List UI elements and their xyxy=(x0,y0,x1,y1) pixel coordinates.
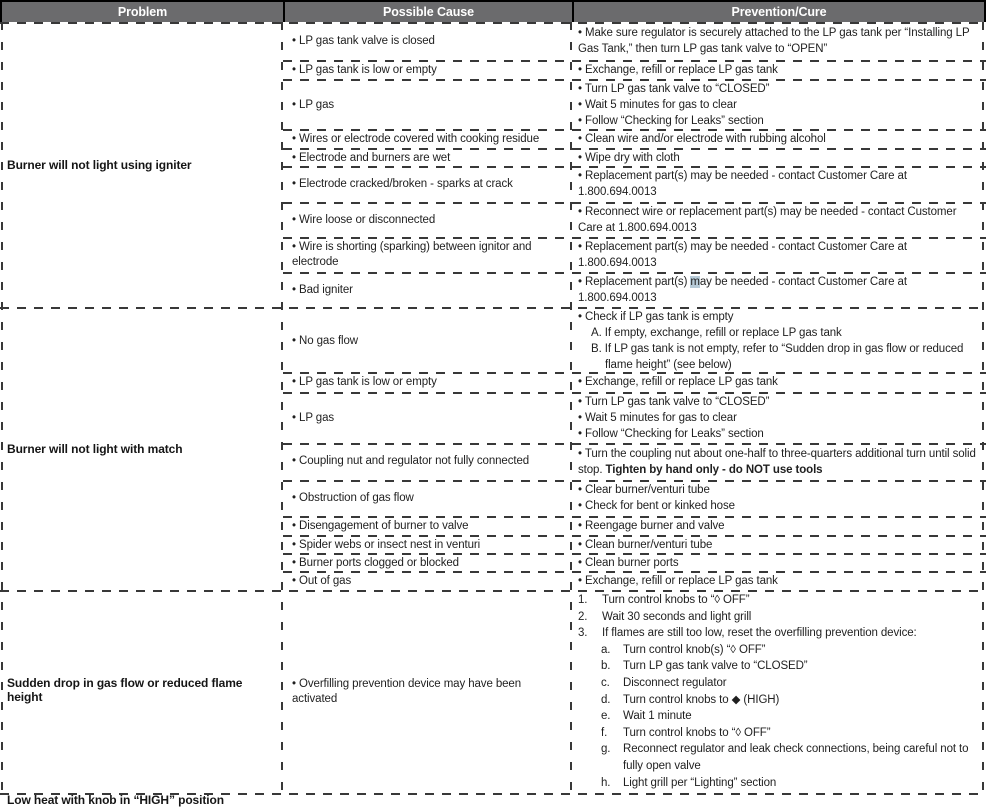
list-item: h. Light grill per “Lighting” section xyxy=(578,775,978,792)
list-number: h. xyxy=(601,776,611,789)
list-item: 2. Wait 30 seconds and light grill xyxy=(578,609,978,626)
cure-item: • Replacement part(s) may be needed - contact Customer Care at 1.800.694.0013 xyxy=(578,168,978,200)
section-burner-igniter xyxy=(0,22,986,307)
cause-item: • LP gas tank is low or empty xyxy=(292,63,560,78)
cause-item: • Out of gas xyxy=(292,574,560,589)
table-row xyxy=(283,516,986,535)
table-row xyxy=(283,79,986,129)
cure-item: • Reengage burner and valve xyxy=(578,518,978,534)
cure-subitem: B. If LP gas tank is not empty, refer to “Sudden drop in gas flow or reduced flame height” (see below) xyxy=(591,343,964,371)
list-number: 3. xyxy=(578,627,588,640)
cure-item: • Replacement part(s) may be needed - contact Customer Care at 1.800.694.0013 xyxy=(578,239,978,271)
cause-item: • LP gas xyxy=(292,98,560,113)
cause-item: • Burner ports clogged or blocked xyxy=(292,556,560,571)
list-number: g. xyxy=(601,743,611,756)
table-header xyxy=(0,0,986,22)
list-item: c. Disconnect regulator xyxy=(578,675,978,692)
section-rows xyxy=(283,307,986,590)
cure-item xyxy=(578,446,978,478)
table-row xyxy=(283,272,986,307)
table-row xyxy=(283,237,986,272)
cure-item: • Clean wire and/or electrode with rubbing alcohol xyxy=(578,131,978,147)
cause-item: • Coupling nut and regulator not fully connected xyxy=(292,454,560,469)
list-item: g. Reconnect regulator and leak check connections, being careful not to fully open valve xyxy=(578,741,978,774)
column-divider xyxy=(570,22,572,798)
list-number: e. xyxy=(601,710,611,723)
cause-item: • Electrode and burners are wet xyxy=(292,151,560,166)
cure-item: • Clean burner/venturi tube xyxy=(578,537,978,553)
list-item: 3. If flames are still too low, reset the overfilling prevention device: xyxy=(578,625,978,642)
table-row xyxy=(283,307,986,372)
table-row xyxy=(283,60,986,79)
cure-item xyxy=(578,274,978,306)
cause-item: • LP gas tank is low or empty xyxy=(292,375,560,390)
cure-item: • Exchange, refill or replace LP gas tank xyxy=(578,62,978,78)
table-row xyxy=(283,392,986,443)
cure-text-post: ay be needed - contact Customer Care at 1.800.694.0013 xyxy=(578,276,907,304)
cause-item: • LP gas xyxy=(292,411,560,426)
list-number: 2. xyxy=(578,610,588,623)
list-number: b. xyxy=(601,660,611,673)
problem-cell: Burner will not light with match xyxy=(7,441,183,456)
cure-item: • Wait 5 minutes for gas to clear xyxy=(578,97,978,113)
cure-item: • Reconnect wire or replacement part(s) may be needed - contact Customer Care at 1.800.694.0013 xyxy=(578,204,978,236)
list-number: a. xyxy=(601,643,611,656)
cure-text-bold: Tighten by hand only - do NOT use tools xyxy=(605,463,823,476)
cause-item: • LP gas tank valve is closed xyxy=(292,34,560,49)
cure-item: • Exchange, refill or replace LP gas tank xyxy=(578,573,978,589)
table-row xyxy=(283,571,986,590)
text-highlight: m xyxy=(690,276,700,288)
list-number: 1. xyxy=(578,594,588,606)
table-row xyxy=(283,148,986,166)
list-item: d. Turn control knobs to ◆ (HIGH) xyxy=(578,692,978,709)
table-row xyxy=(283,22,986,60)
cure-item: • Wipe dry with cloth xyxy=(578,150,978,166)
table-row xyxy=(283,166,986,202)
list-number: c. xyxy=(601,676,610,689)
table-row xyxy=(283,535,986,553)
problem-cell: Burner will not light using igniter xyxy=(7,157,192,172)
table-row xyxy=(283,202,986,237)
table-row xyxy=(283,590,986,790)
clipped-problem-label: Low heat with knob in “HIGH” position xyxy=(7,793,224,807)
cause-item: • Bad igniter xyxy=(292,283,560,298)
cure-item: • Follow “Checking for Leaks” section xyxy=(578,113,978,129)
cause-item: • Obstruction of gas flow xyxy=(292,491,560,506)
table-left-border xyxy=(1,22,3,798)
cure-item: • Check for bent or kinked hose xyxy=(578,498,978,514)
table-row xyxy=(283,553,986,571)
list-item: f. Turn control knobs to “◊ OFF” xyxy=(578,725,978,742)
cure-item: • Clear burner/venturi tube xyxy=(578,482,978,498)
cure-subitem: A. If empty, exchange, refill or replace LP gas tank xyxy=(591,327,842,339)
table-row xyxy=(283,443,986,480)
section-rows xyxy=(283,590,986,790)
table-right-border xyxy=(982,22,984,798)
list-number: d. xyxy=(601,693,611,706)
column-divider xyxy=(281,22,283,798)
cause-item: • Overfilling prevention device may have been activated xyxy=(292,677,560,707)
cure-item: • Check if LP gas tank is empty xyxy=(578,309,978,325)
cause-item: • Wire is shorting (sparking) between ignitor and electrode xyxy=(292,240,560,270)
table-row xyxy=(283,129,986,148)
section-rows xyxy=(283,22,986,307)
cause-item: • Wires or electrode covered with cooking residue xyxy=(292,132,560,147)
cause-item: • Electrode cracked/broken - sparks at crack xyxy=(292,177,560,192)
clipped-next-row xyxy=(0,793,986,807)
cure-item: • Clean burner ports xyxy=(578,555,978,571)
reset-procedure-list xyxy=(572,590,986,793)
list-item: e. Wait 1 minute xyxy=(578,708,978,725)
table-row xyxy=(283,480,986,516)
cure-item: • Wait 5 minutes for gas to clear xyxy=(578,410,978,426)
cure-item: • Make sure regulator is securely attached to the LP gas tank per “Installing LP Gas Tank,” then turn LP gas tank valve to “OPEN” xyxy=(578,25,978,57)
cause-item: • Wire loose or disconnected xyxy=(292,213,560,228)
section-sudden-drop xyxy=(0,590,986,790)
problem-cell: Sudden drop in gas flow or reduced flame height xyxy=(7,676,243,704)
table-row xyxy=(283,372,986,392)
header-possible-cause: Possible Cause xyxy=(283,2,572,22)
cure-item: • Turn LP gas tank valve to “CLOSED” xyxy=(578,81,978,97)
cure-item: • Follow “Checking for Leaks” section xyxy=(578,426,978,442)
cause-item: • No gas flow xyxy=(292,334,560,349)
list-item: b. Turn LP gas tank valve to “CLOSED” xyxy=(578,658,978,675)
header-prevention-cure: Prevention/Cure xyxy=(572,2,986,22)
cure-text-pre: Turn the coupling nut about one-half to three-quarters additional turn until solid stop. xyxy=(578,447,976,476)
cure-item: • Turn LP gas tank valve to “CLOSED” xyxy=(578,394,978,410)
list-item: a. Turn control knob(s) “◊ OFF” xyxy=(578,642,978,659)
header-problem: Problem xyxy=(0,2,283,22)
list-number: f. xyxy=(601,726,608,739)
cause-item: • Disengagement of burner to valve xyxy=(292,519,560,534)
cure-item: • Exchange, refill or replace LP gas tank xyxy=(578,374,978,390)
list-item: 1. Turn control knobs to “◊ OFF” xyxy=(578,592,978,609)
cause-item: • Spider webs or insect nest in venturi xyxy=(292,538,560,553)
section-burner-match xyxy=(0,307,986,590)
cure-text-pre: Replacement part(s) xyxy=(585,276,691,288)
